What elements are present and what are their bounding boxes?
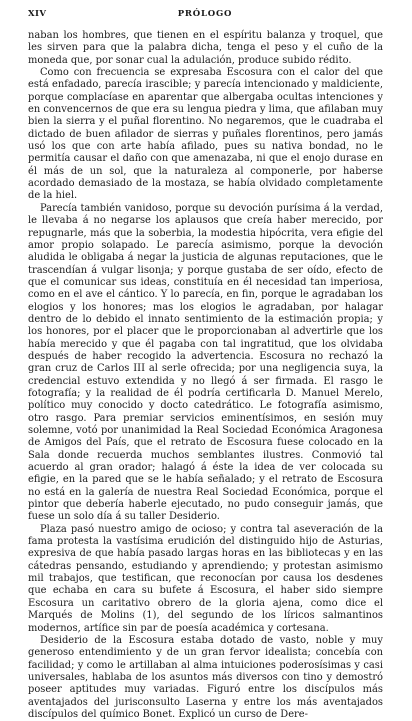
paragraph: Plaza pasó nuestro amigo de ocioso; y contra tal aseveración de la fama protesta la vastísima erudición del distinguido hijo de Asturias, expresiva de que había pasado largas horas en las bibliotecas y en las cátedras pensando, estudiando y aprendiendo; y protestan asimismo mil trabajos, que testifican, que reconocían por causa los desdenes que echaba en cara su bufete á Escosura, el haber sido siempre Escosura un caritativo obrero de la gloria ajena, como dice el Marqués de Molins (1), del segundo de los líricos salmantinos modernos, artífice sin par de poesía académica y cortesana. <box>28 523 383 634</box>
paragraph: Desiderio de la Escosura estaba dotado de vasto, noble y muy generoso entendimiento y de un gran fervor idealista; concebía con facilidad; y como le artillaban al alma intuiciones poderosísimas y casi universales, hablaba de los asuntos más diversos con tino y demostró poseer aptitudes muy variadas. Figuró entre los discípulos más aventajados del jurisconsulto Laserna y entre los más aventajados discípulos del químico Bonet. Explicó un curso de Dere- <box>28 634 383 720</box>
running-head <box>28 9 382 21</box>
running-title: PRÓLOGO <box>177 9 233 19</box>
body-text <box>28 30 383 721</box>
page-number: XIV <box>28 9 47 19</box>
paragraph-continuation: naban los hombres, que tienen en el espíritu balanza y troquel, que les sirven para que la palabra dicha, tenga el peso y el cuño de la moneda que, por sonar cual la adulación, produce subido rédito. <box>28 30 383 66</box>
paragraph: Parecía también vanidoso, porque su devoción purísima á la verdad, le llevaba á no negarse los aplausos que creía haber merecido, por repugnarle, más que la soberbia, la modestia hipócrita, vera efigie del amor propio solapado. Le parecía asimismo, porque la devoción aludida le obligaba á negar la justicia de algunas reputaciones, que le trascendían á vulgar lisonja; y porque gustaba de ser oído, efecto de que el comunicar sus ideas, constituía en él necesidad tan imperiosa, como en el ave el cántico. Y lo parecía, en fin, porque le agradaban los elogios y los honores; mas los elogios le agradaban, por halagar dentro de lo debido el innato sentimiento de la estimación propia; y los honores, por el placer que le proporcionaban al advertirle que los había merecido y que él pagaba con tal ingratitud, que los olvidaba después de haber recogido la advertencia. Escosura no rechazó la gran cruz de Carlos III al serle ofrecida; por una negligencia suya, la credencial estuvo extendida y no llegó á ser firmada. El rasgo le fotografía; y la realidad de él podría certificarla D. Manuel Merelo, político muy conocido y docto catedrático. Le fotografía asimismo, otro rasgo. Para premiar servicios eminentísimos, en sesión muy solemne, votó por unanimidad la Real Sociedad Económica Aragonesa de Amigos del País, que el retrato de Escosura fuese colocado en la Sala donde recuerda muchos semblantes ilustres. Conmovió tal acuerdo al gran orador; halagó á éste la idea de ver colocada su efigie, en la pared que se le había señalado; y el retrato de Escosura no está en la galería de nuestra Real Sociedad Económica, porque el pintor que debería haberle ejecutado, no pudo conseguir jamás, que fuese un solo día á su taller Desiderio. <box>28 202 383 523</box>
paragraph: Como con frecuencia se expresaba Escosura con el calor del que está enfadado, parecía irascible; y parecía intencionado y maldiciente, porque complacíase en aparentar que albergaba ocultas intenciones y en convencernos de que era su lengua piedra y lima, que afilaban muy bien la sierra y el puñal florentino. No negaremos, que le cuadraba el dictado de buen afilador de sierras y puñales florentinos, pero jamás usó los que con arte había afilado, pues su nativa bondad, no le permitía causar el daño con que amenazaba, ni que el enojo durase en él más de un sol, que la naturaleza al componerle, por haberse acordado demasiado de la mostaza, se había olvidado completamente de la hiel. <box>28 67 383 202</box>
